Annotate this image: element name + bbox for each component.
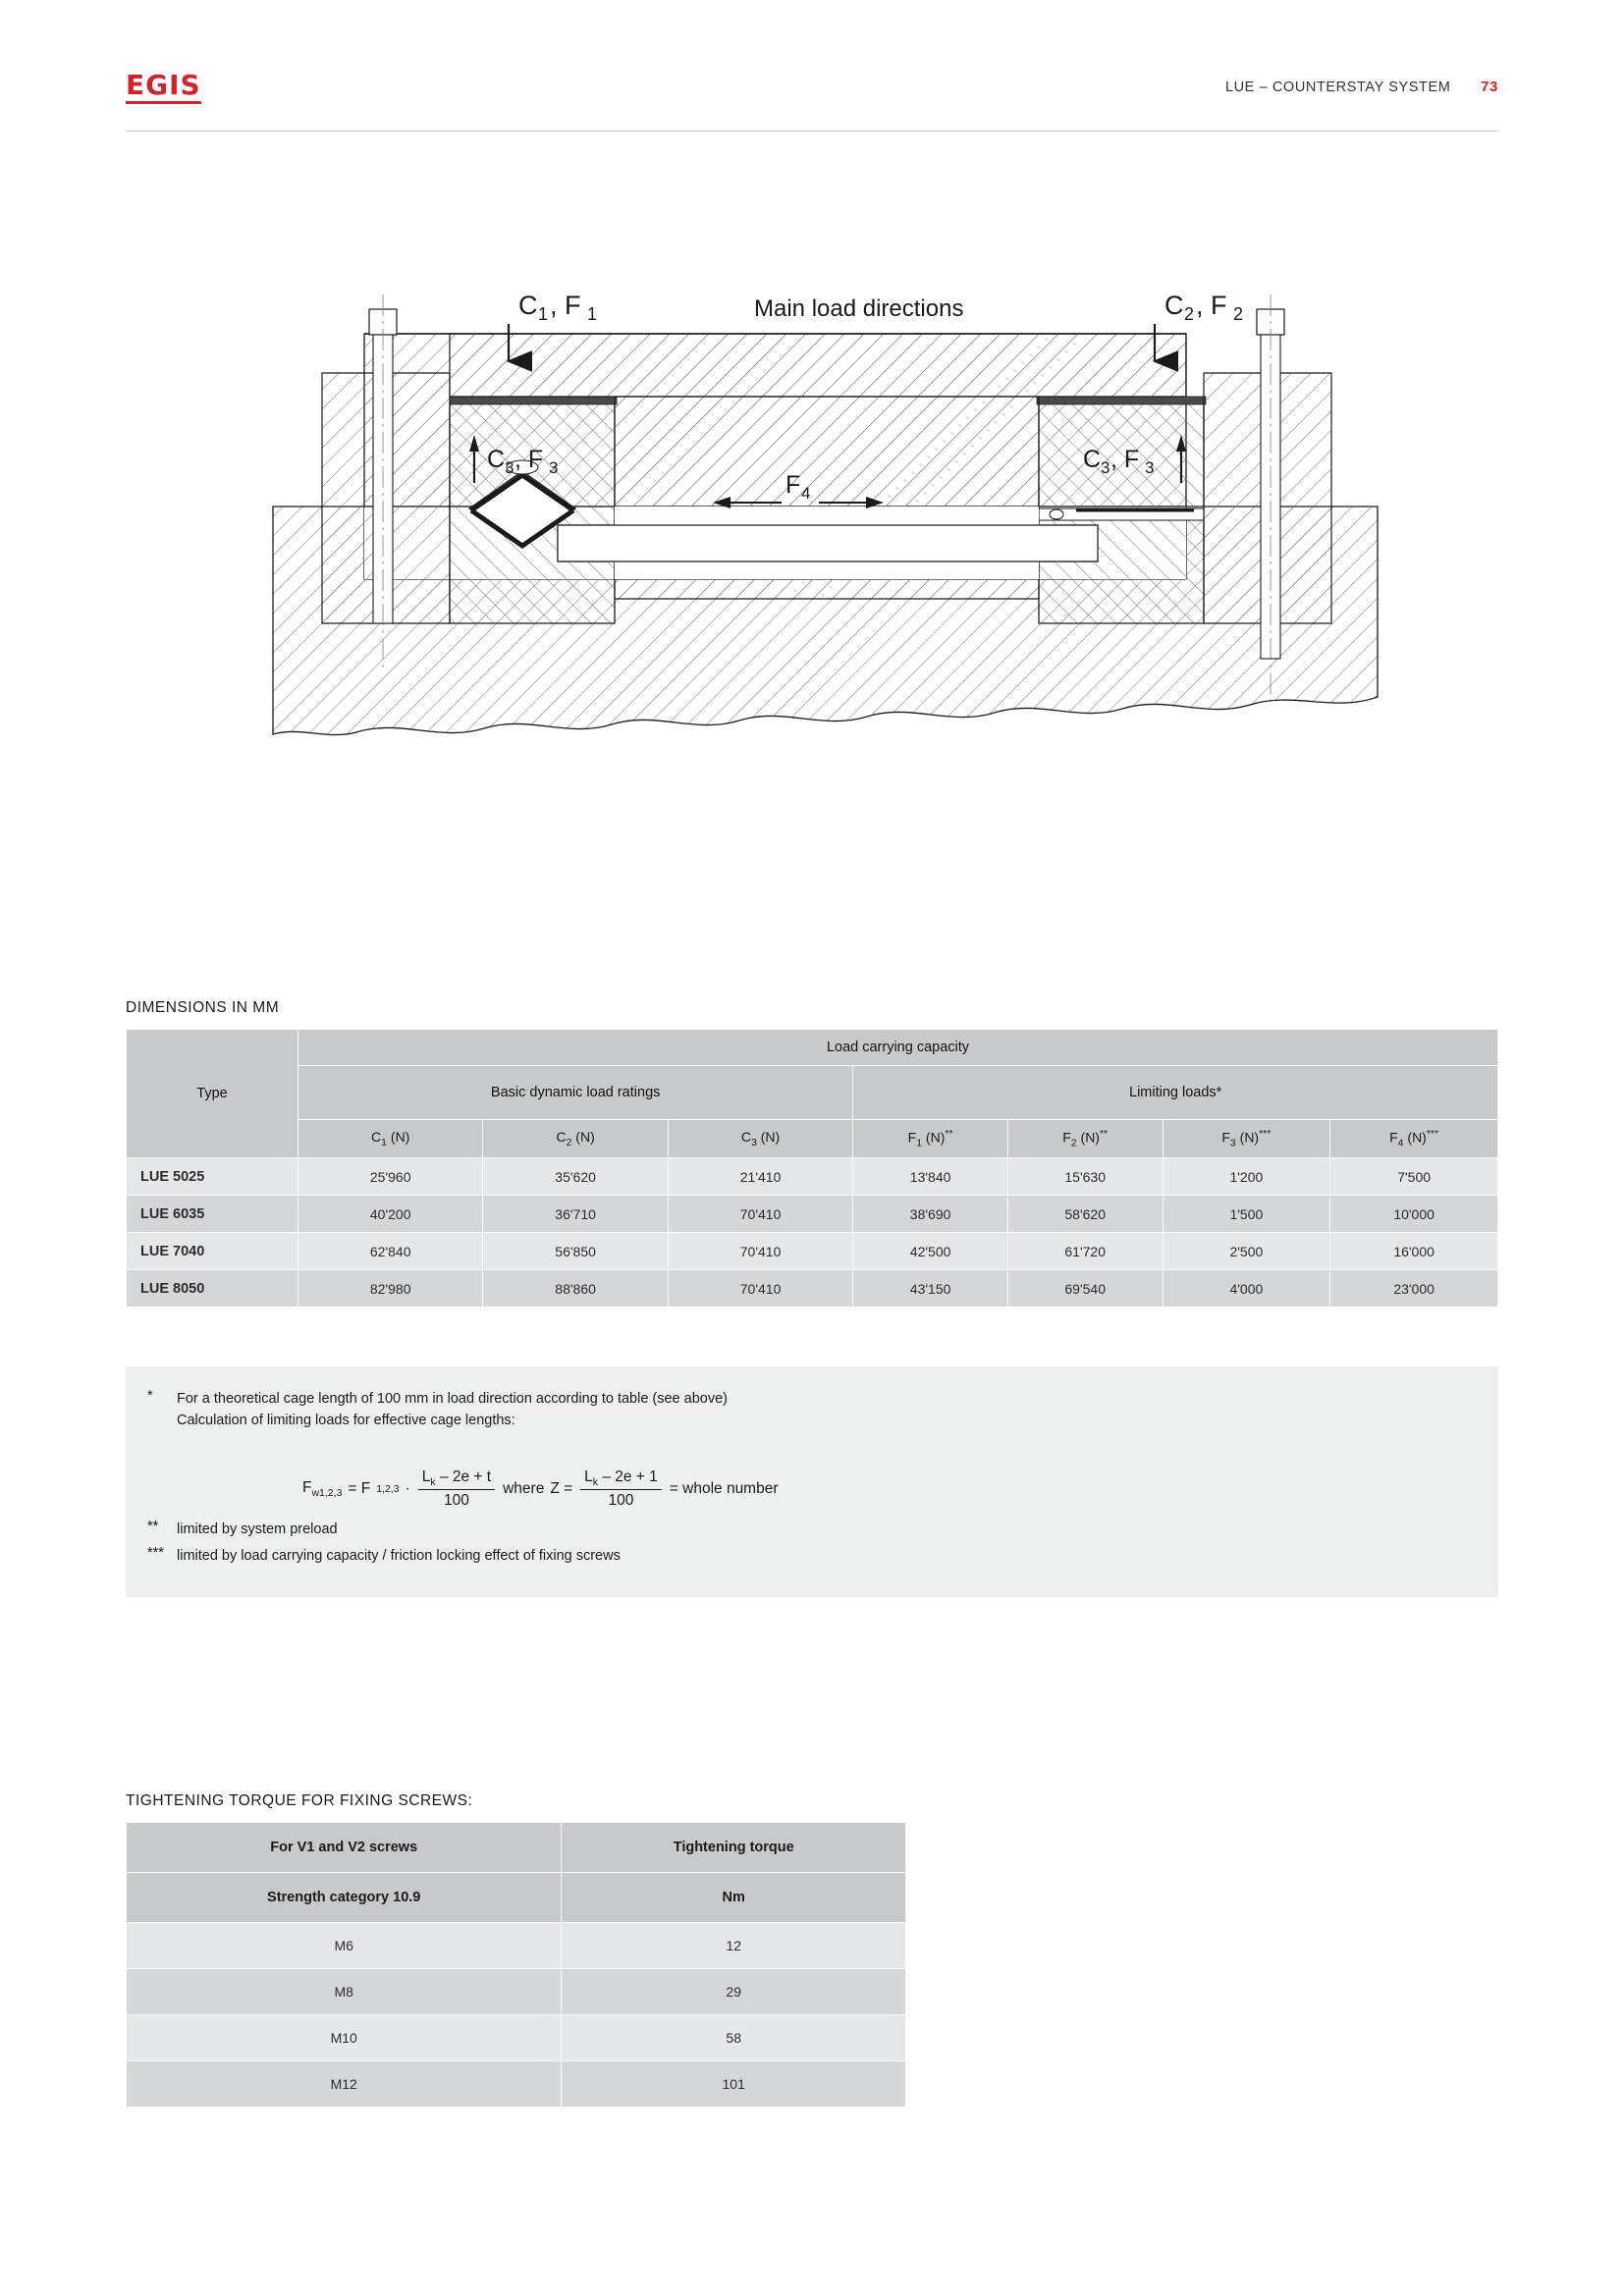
note-star-line2: Calculation of limiting loads for effective cage lengths: [177, 1413, 515, 1429]
formula-equals: = F [348, 1480, 371, 1498]
torque-col-header: Nm [562, 1873, 906, 1923]
note-triple-text: limited by load carrying capacity / friction locking effect of fixing screws [177, 1548, 621, 1564]
svg-text:3: 3 [549, 458, 559, 477]
row-type-label: LUE 5025 [127, 1158, 298, 1196]
group-header-basic-dynamic: Basic dynamic load ratings [298, 1066, 853, 1120]
cell-value: 23'000 [1330, 1270, 1498, 1308]
formula-lhs: $F_{w1,2,3}$ [302, 1479, 343, 1500]
cell-value: 15'630 [1007, 1158, 1163, 1196]
formula-fraction-2 [580, 1468, 662, 1510]
torque-col-header: For V1 and V2 screws [127, 1823, 562, 1873]
svg-text:F: F [785, 471, 801, 499]
group-header-limiting-loads: Limiting loads* [853, 1066, 1498, 1120]
note-star-text [177, 1388, 728, 1432]
cell-value: 70'410 [668, 1233, 853, 1270]
svg-text:3: 3 [505, 458, 514, 477]
screw-size: M8 [127, 1969, 562, 2015]
technical-drawing [126, 275, 1500, 903]
note-triple-star [126, 1545, 621, 1567]
svg-text:2: 2 [1184, 304, 1195, 324]
formula-fraction-1 [418, 1468, 495, 1510]
cell-value: 10'000 [1330, 1196, 1498, 1233]
col-header-c1: $C_1$ (N) [298, 1120, 483, 1158]
cell-value: 43'150 [853, 1270, 1008, 1308]
notes-box [126, 1366, 1498, 1597]
cell-value: 13'840 [853, 1158, 1008, 1196]
svg-text:C: C [518, 291, 538, 320]
svg-text:2: 2 [1233, 304, 1244, 324]
tightening-torque-table [126, 1822, 906, 2108]
col-header-type: Type [127, 1030, 298, 1158]
torque-value: 29 [562, 1969, 906, 2015]
egis-logo: EGIS [126, 71, 201, 104]
cell-value: 58'620 [1007, 1196, 1163, 1233]
load-capacity-table [126, 1029, 1498, 1308]
svg-text:, F: , F [1110, 446, 1140, 473]
formula-dot: · [405, 1480, 410, 1498]
cell-value: 7'500 [1330, 1158, 1498, 1196]
col-header-f4: $F_4$ (N)*** [1330, 1120, 1498, 1158]
torque-row [127, 2015, 906, 2061]
torque-value: 12 [562, 1923, 906, 1969]
cell-value: 4'000 [1163, 1270, 1330, 1308]
cell-value: 25'960 [298, 1158, 483, 1196]
note-double-mark: ** [147, 1519, 159, 1534]
svg-text:, F: , F [550, 291, 581, 320]
formula-z: Z = [550, 1480, 573, 1498]
col-header-f1: $F_1$ (N)** [853, 1120, 1008, 1158]
cell-value: 82'980 [298, 1270, 483, 1308]
screw-size: M6 [127, 1923, 562, 1969]
torque-row [127, 2061, 906, 2108]
cell-value: 69'540 [1007, 1270, 1163, 1308]
cell-value: 16'000 [1330, 1233, 1498, 1270]
col-header-f2: $F_2$ (N)** [1007, 1120, 1163, 1158]
torque-row [127, 1969, 906, 2015]
cell-value: 36'710 [483, 1196, 668, 1233]
page-number: 73 [1481, 79, 1498, 95]
row-type-label: LUE 6035 [127, 1196, 298, 1233]
torque-section-title: TIGHTENING TORQUE FOR FIXING SCREWS: [126, 1792, 473, 1809]
torque-row [127, 1923, 906, 1969]
table-row [127, 1196, 1498, 1233]
screw-size: M10 [127, 2015, 562, 2061]
fraction-2-denominator: 100 [608, 1492, 634, 1510]
cell-value: 70'410 [668, 1270, 853, 1308]
svg-text:1: 1 [587, 304, 598, 324]
note-single-star [126, 1388, 728, 1432]
cell-value: 42'500 [853, 1233, 1008, 1270]
formula-rhs-sub: 1,2,3 [376, 1483, 400, 1496]
table-row [127, 1158, 1498, 1196]
svg-text:C: C [1083, 446, 1102, 473]
svg-text:, F: , F [514, 446, 544, 473]
row-type-label: LUE 8050 [127, 1270, 298, 1308]
col-header-c2: $C_2$ (N) [483, 1120, 668, 1158]
torque-header-row [127, 1823, 906, 1873]
cell-value: 1'500 [1163, 1196, 1330, 1233]
svg-text:3: 3 [1145, 458, 1155, 477]
cell-value: 1'200 [1163, 1158, 1330, 1196]
cell-value: 56'850 [483, 1233, 668, 1270]
svg-text:Main load directions: Main load directions [754, 295, 964, 322]
fraction-2-numerator: $L_k - 2e + 1$ [580, 1468, 662, 1490]
cell-value: 61'720 [1007, 1233, 1163, 1270]
cell-value: 38'690 [853, 1196, 1008, 1233]
header-divider [126, 131, 1498, 132]
page-header [126, 61, 1498, 130]
cell-value: 40'200 [298, 1196, 483, 1233]
note-star-line1: For a theoretical cage length of 100 mm in load direction according to table (see above) [177, 1391, 728, 1407]
svg-text:, F: , F [1196, 291, 1227, 320]
svg-text:4: 4 [801, 484, 811, 503]
fraction-1-numerator: $L_k - 2e + t$ [418, 1468, 495, 1490]
fraction-1-denominator: 100 [443, 1492, 469, 1510]
cell-value: 35'620 [483, 1158, 668, 1196]
formula-tail: = whole number [669, 1480, 779, 1498]
note-triple-mark: *** [147, 1545, 164, 1561]
row-type-label: LUE 7040 [127, 1233, 298, 1270]
note-star-mark: * [147, 1388, 153, 1404]
table-row [127, 1233, 1498, 1270]
cell-value: 21'410 [668, 1158, 853, 1196]
limiting-load-formula [302, 1468, 779, 1510]
dimensions-section-title: DIMENSIONS IN MM [126, 999, 280, 1016]
formula-where: where [503, 1480, 545, 1498]
table-row [127, 1270, 1498, 1308]
header-title: LUE – COUNTERSTAY SYSTEM [1224, 80, 1451, 95]
note-double-text: limited by system preload [177, 1522, 338, 1537]
svg-text:C: C [487, 446, 506, 473]
cell-value: 62'840 [298, 1233, 483, 1270]
cell-value: 2'500 [1163, 1233, 1330, 1270]
torque-value: 101 [562, 2061, 906, 2108]
col-header-c3: $C_3$ (N) [668, 1120, 853, 1158]
screw-size: M12 [127, 2061, 562, 2108]
group-header-load-carrying-capacity: Load carrying capacity [298, 1030, 1498, 1066]
note-double-star [126, 1519, 338, 1540]
svg-text:C: C [1164, 291, 1184, 320]
cell-value: 70'410 [668, 1196, 853, 1233]
torque-value: 58 [562, 2015, 906, 2061]
svg-text:3: 3 [1101, 458, 1110, 477]
svg-text:1: 1 [538, 304, 549, 324]
header-title-block [1225, 79, 1498, 95]
torque-col-header: Strength category 10.9 [127, 1873, 562, 1923]
torque-header-row [127, 1873, 906, 1923]
cell-value: 88'860 [483, 1270, 668, 1308]
col-header-f3: $F_3$ (N)*** [1163, 1120, 1330, 1158]
torque-col-header: Tightening torque [562, 1823, 906, 1873]
